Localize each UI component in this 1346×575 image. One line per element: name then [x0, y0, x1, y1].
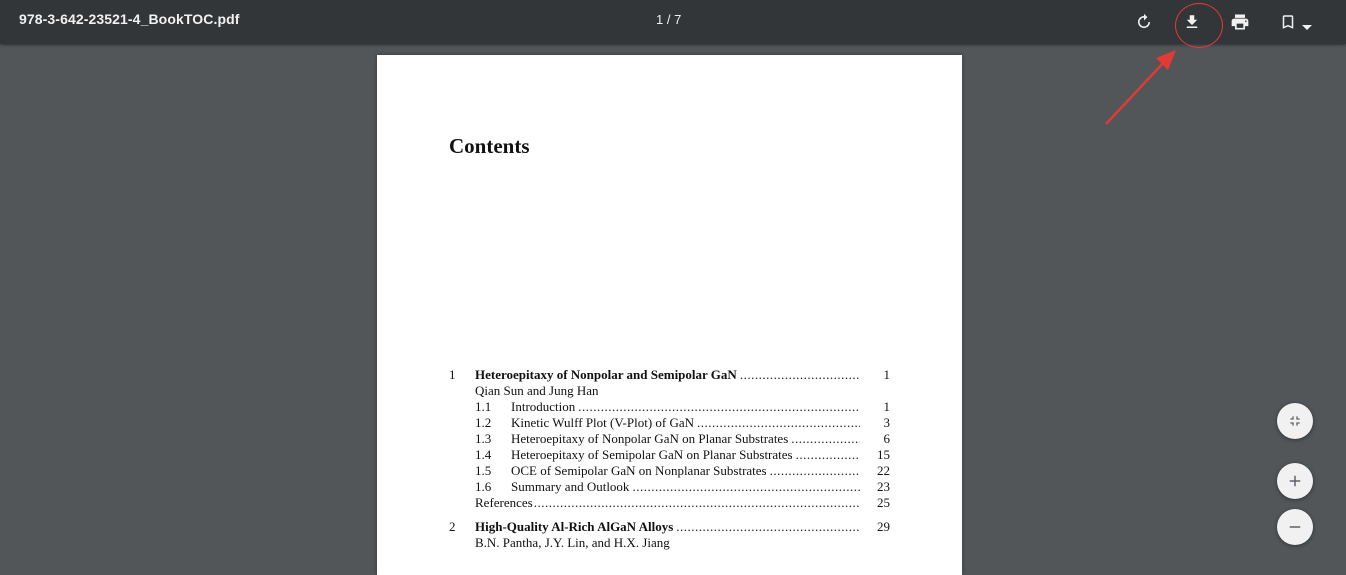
- fit-to-page-button[interactable]: [1277, 403, 1313, 439]
- references-page: 25: [877, 495, 890, 510]
- chapter-page: 1: [883, 367, 890, 382]
- print-icon: [1230, 12, 1250, 32]
- contents-heading: Contents: [449, 134, 530, 158]
- chapter-number: 2: [449, 519, 456, 534]
- chapter-authors: Qian Sun and Jung Han: [475, 383, 599, 398]
- document-title: 978-3-642-23521-4_BookTOC.pdf: [19, 11, 240, 27]
- section-number: 1.2: [475, 415, 492, 430]
- toc-authors: [449, 383, 890, 399]
- section-page: 6: [883, 431, 890, 446]
- chapter-authors: B.N. Pantha, J.Y. Lin, and H.X. Jiang: [475, 535, 670, 550]
- chapter-number: 1: [449, 367, 456, 382]
- toc-authors: [449, 535, 890, 551]
- download-icon: [1183, 13, 1201, 31]
- section-page: 3: [883, 415, 890, 430]
- section-title: Summary and Outlook: [511, 479, 632, 494]
- toc-section-1-2[interactable]: [449, 415, 890, 431]
- page-indicator[interactable]: 1 / 7: [656, 12, 682, 27]
- section-page: 1: [883, 399, 890, 414]
- rotate-icon: [1135, 13, 1153, 31]
- chapter-title: Heteroepitaxy of Nonpolar and Semipolar GaN: [475, 367, 740, 382]
- section-title: Heteroepitaxy of Semipolar GaN on Planar Substrates: [511, 447, 796, 462]
- chapter-title: High-Quality Al-Rich AlGaN Alloys: [475, 519, 676, 534]
- zoom-in-icon: [1286, 472, 1304, 490]
- zoom-in-button[interactable]: [1277, 463, 1313, 499]
- section-number: 1.1: [475, 399, 492, 414]
- section-page: 23: [877, 479, 890, 494]
- toc-chapter-2[interactable]: [449, 519, 890, 535]
- section-title: Heteroepitaxy of Nonpolar GaN on Planar Substrates: [511, 431, 791, 446]
- section-number: 1.3: [475, 431, 492, 446]
- toc-section-1-6[interactable]: [449, 479, 890, 495]
- pdf-page: [377, 55, 962, 575]
- bookmark-button[interactable]: [1276, 10, 1300, 34]
- section-title: Kinetic Wulff Plot (V-Plot) of GaN: [511, 415, 697, 430]
- section-number: 1.6: [475, 479, 492, 494]
- rotate-button[interactable]: [1132, 10, 1156, 34]
- bookmark-menu-chevron-down-icon[interactable]: [1302, 18, 1312, 36]
- toc-section-1-3[interactable]: [449, 431, 890, 447]
- toc-section-1-4[interactable]: [449, 447, 890, 463]
- chapter-page: 29: [877, 519, 890, 534]
- zoom-out-icon: [1286, 518, 1304, 536]
- section-title: Introduction: [511, 399, 578, 414]
- section-number: 1.4: [475, 447, 492, 462]
- toc-chapter-1[interactable]: [449, 367, 890, 383]
- print-button[interactable]: [1228, 10, 1252, 34]
- download-button[interactable]: [1180, 10, 1204, 34]
- annotation-arrow: [1100, 44, 1180, 128]
- zoom-out-button[interactable]: [1277, 509, 1313, 545]
- section-page: 22: [877, 463, 890, 478]
- pdf-toolbar: [0, 0, 1346, 44]
- bookmark-icon: [1279, 13, 1297, 31]
- fit-to-page-icon: [1287, 413, 1303, 429]
- section-title: OCE of Semipolar GaN on Nonplanar Substrates: [511, 463, 770, 478]
- toc-section-1-5[interactable]: [449, 463, 890, 479]
- references-label: References: [475, 495, 533, 510]
- section-page: 15: [877, 447, 890, 462]
- toc-section-1-1[interactable]: [449, 399, 890, 415]
- section-number: 1.5: [475, 463, 492, 478]
- toc-references[interactable]: [449, 495, 890, 511]
